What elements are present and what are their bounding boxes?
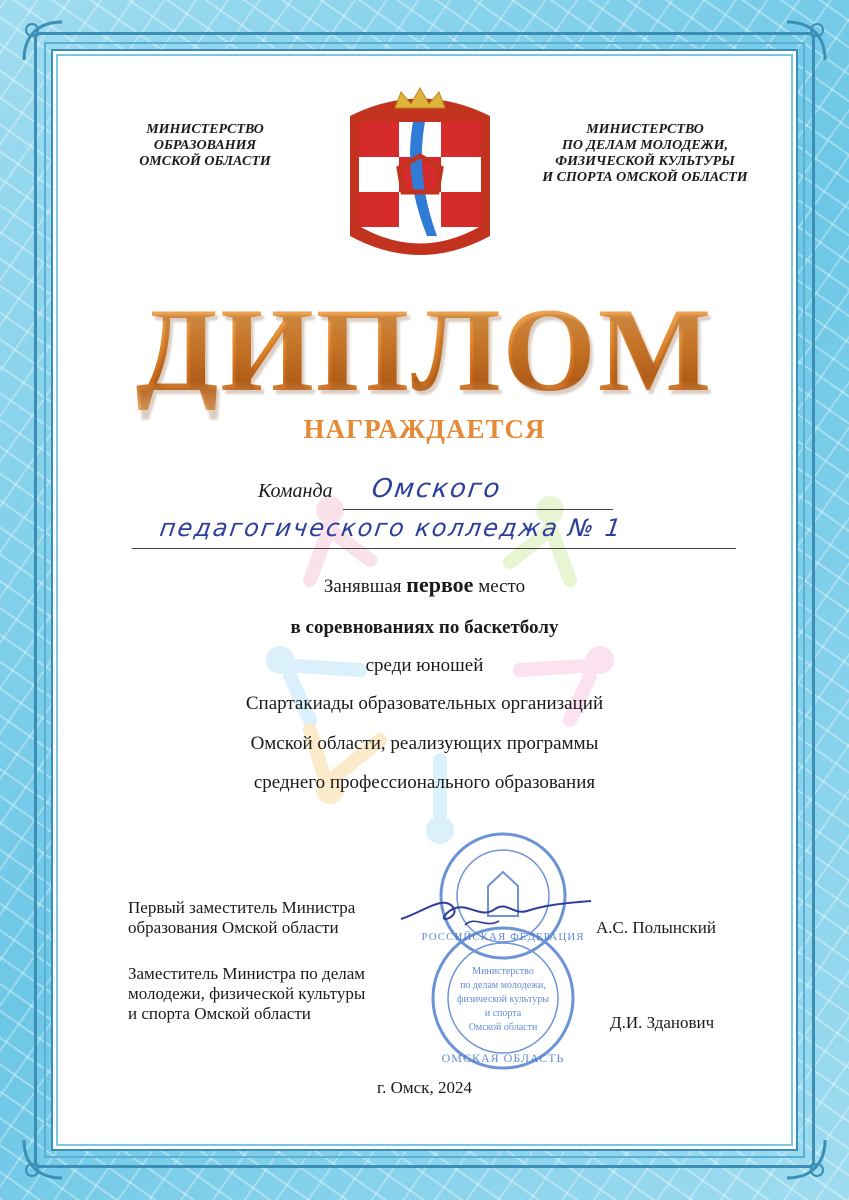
ministry-left-line: МИНИСТЕРСТВО bbox=[146, 122, 264, 137]
ministry-right-line: И СПОРТА ОМСКОЙ ОБЛАСТИ bbox=[542, 170, 748, 185]
stamp-center-line: физической культуры bbox=[457, 994, 549, 1005]
signatory-name: А.С. Полынский bbox=[596, 918, 716, 937]
stamp-ring-bottom: ОМСКАЯ ОБЛАСТЬ bbox=[441, 1051, 565, 1065]
ministry-right-line: ФИЗИЧЕСКОЙ КУЛЬТУРЫ bbox=[555, 154, 735, 169]
place-value: первое bbox=[406, 572, 474, 597]
handwritten-team-name-line1: Омского bbox=[369, 474, 504, 504]
competition-line: в соревнованиях по баскетболу bbox=[290, 617, 559, 638]
ministry-youth-sport-block bbox=[520, 122, 770, 186]
event-line: Спартакиады образовательных организаций bbox=[245, 693, 604, 714]
place-line bbox=[0, 572, 849, 598]
ministry-left-line: ОБРАЗОВАНИЯ bbox=[153, 138, 257, 153]
awarded-heading: НАГРАЖДАЕТСЯ bbox=[303, 414, 546, 444]
group-line: среди юношей bbox=[365, 655, 484, 676]
place-prefix: Занявшая bbox=[323, 576, 402, 597]
stamp-center-line: и спорта bbox=[484, 1008, 522, 1019]
city-year: г. Омск, 2024 bbox=[377, 1078, 472, 1097]
signatory-name: Д.И. Зданович bbox=[610, 1013, 715, 1032]
signatory-position-line: Первый заместитель Министра bbox=[128, 898, 356, 917]
signatory-position bbox=[128, 898, 355, 938]
team-label: Команда bbox=[258, 480, 333, 502]
diploma-title: ДИПЛОМ bbox=[0, 290, 849, 410]
fill-in-line bbox=[343, 509, 613, 510]
signatory-position-line: и спорта Омской области bbox=[128, 1004, 311, 1023]
fill-in-line bbox=[132, 548, 736, 549]
signatory-position-line: образования Омской области bbox=[128, 918, 339, 937]
stamp-ring-top: РОССИЙСКАЯ ФЕДЕРАЦИЯ bbox=[421, 931, 585, 943]
handwritten-team-name-line2: педагогического колледжа № 1 bbox=[158, 514, 625, 542]
ministry-right-line: МИНИСТЕРСТВО bbox=[586, 122, 704, 137]
signatory-position bbox=[128, 964, 365, 1024]
ministry-right-line: ПО ДЕЛАМ МОЛОДЕЖИ, bbox=[561, 138, 728, 153]
event-line: Омской области, реализующих программы bbox=[250, 733, 599, 754]
stamp-center-line: Омской области bbox=[468, 1022, 538, 1033]
signatory-position-line: молодежи, физической культуры bbox=[128, 984, 366, 1003]
stamp-center-line: Министерство bbox=[472, 966, 534, 977]
ministry-education-block bbox=[120, 122, 290, 170]
place-suffix: место bbox=[478, 576, 526, 597]
official-seal-stamp-icon bbox=[418, 828, 588, 1078]
event-line: среднего профессионального образования bbox=[253, 772, 596, 793]
omsk-region-coat-of-arms-icon bbox=[345, 86, 495, 266]
ministry-left-line: ОМСКОЙ ОБЛАСТИ bbox=[139, 154, 271, 169]
signatory-position-line: Заместитель Министра по делам bbox=[128, 964, 366, 983]
handwritten-signature-icon bbox=[395, 885, 595, 935]
stamp-center-line: по делам молодежи, bbox=[460, 980, 546, 991]
